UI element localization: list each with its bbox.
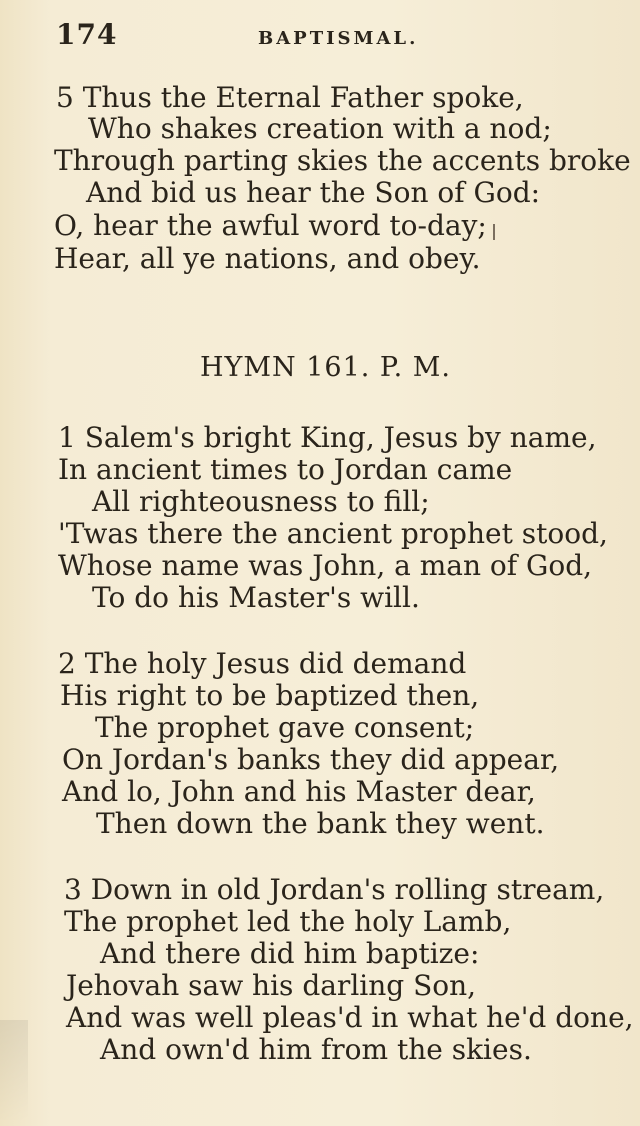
page-number: 174 xyxy=(56,18,118,51)
stanza-1-line: All righteousness to fill; xyxy=(92,485,430,518)
stanza-1-line: Whose name was John, a man of God, xyxy=(58,549,593,582)
hymn-title: HYMN 161. P. M. xyxy=(200,352,452,383)
stanza-3-line: And was well pleas'd in what he'd done, xyxy=(66,1001,634,1034)
stanza-2-line: His right to be baptized then, xyxy=(60,679,480,712)
stanza-3-line: And there did him baptize: xyxy=(100,937,480,970)
ink-mark xyxy=(493,224,495,240)
previous-hymn-line: Through parting skies the accents broke xyxy=(54,144,631,177)
stanza-2-line: The prophet gave consent; xyxy=(95,711,475,744)
running-head: BAPTISMAL. xyxy=(258,28,419,49)
previous-hymn-line: And bid us hear the Son of God: xyxy=(86,176,541,209)
stanza-3-line: And own'd him from the skies. xyxy=(100,1033,532,1066)
previous-hymn-line: O, hear the awful word to-day; xyxy=(54,209,487,242)
stanza-3-line: The prophet led the holy Lamb, xyxy=(64,905,512,938)
stanza-2-line: 2 The holy Jesus did demand xyxy=(58,647,467,680)
stanza-1-line: To do his Master's will. xyxy=(92,581,420,614)
stanza-1-line: In ancient times to Jordan came xyxy=(58,453,513,486)
stanza-3-line: 3 Down in old Jordan's rolling stream, xyxy=(64,873,605,906)
previous-hymn-line: Who shakes creation with a nod; xyxy=(88,112,552,145)
page-edge-shadow xyxy=(0,1020,28,1120)
stanza-2-line: On Jordan's banks they did appear, xyxy=(62,743,560,776)
previous-hymn-line: Hear, all ye nations, and obey. xyxy=(54,242,481,275)
page-header xyxy=(56,18,616,58)
stanza-1-line: 1 Salem's bright King, Jesus by name, xyxy=(58,421,597,454)
previous-hymn-line: 5 Thus the Eternal Father spoke, xyxy=(56,81,524,114)
stanza-2-line: And lo, John and his Master dear, xyxy=(62,775,536,808)
stanza-3-line: Jehovah saw his darling Son, xyxy=(66,969,477,1002)
stanza-1-line: 'Twas there the ancient prophet stood, xyxy=(58,517,608,550)
stanza-2-line: Then down the bank they went. xyxy=(96,807,545,840)
